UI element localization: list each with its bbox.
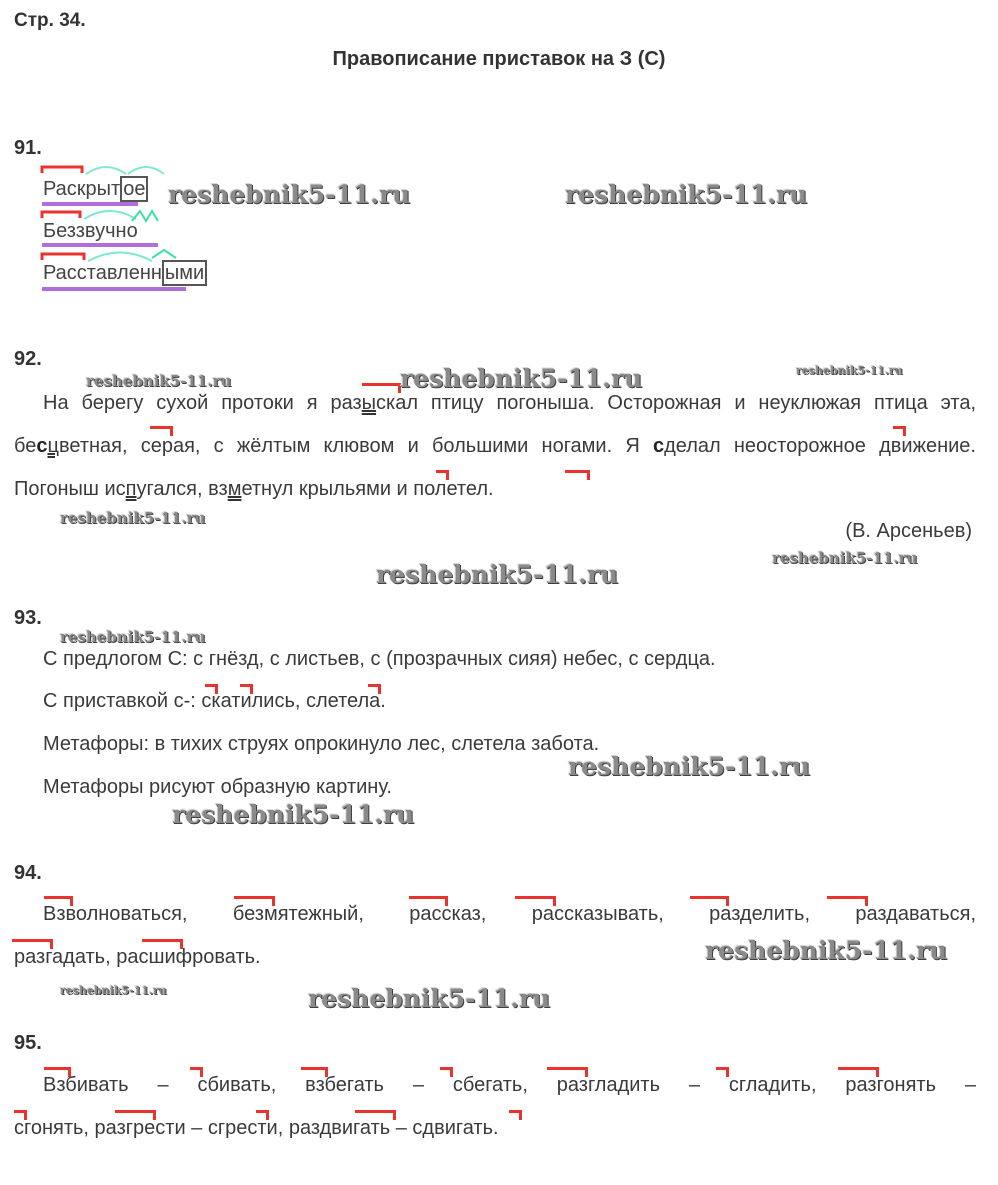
word-bezzvuchno: Беззвучно [43, 220, 138, 242]
watermark: reshebnik5-11.ru [565, 180, 808, 209]
word-stem: Расставленн [43, 262, 162, 284]
watermark: reshebnik5-11.ru [400, 364, 643, 393]
exercise-94-line: разгадать, расшифровать. [14, 946, 261, 968]
exercise-91-number: 91. [14, 137, 42, 159]
prefix: раз [330, 392, 362, 414]
word-rasstavlennymi [43, 262, 207, 285]
word-raskrytoe [43, 178, 148, 201]
prefix-letter: с [652, 435, 665, 457]
watermark: reshebnik5-11.ru [60, 509, 206, 527]
text-segment: етнул [241, 478, 294, 500]
watermark: reshebnik5-11.ru [376, 560, 619, 589]
watermark: reshebnik5-11.ru [86, 372, 232, 390]
text-segment: неосторожное движение. Погоныш и [14, 435, 976, 500]
text-segment: ветная [58, 435, 122, 457]
text-segment: скал [376, 392, 419, 414]
watermark: reshebnik5-11.ru [308, 984, 551, 1013]
text-segment: крыльями и полетел. [293, 478, 494, 500]
prefix-letter: с [36, 435, 48, 457]
text-segment: , серая, с жёлтым клювом и большими ногами. Я [121, 435, 653, 457]
watermark: reshebnik5-11.ru [60, 628, 206, 646]
underlined-letter: п [125, 478, 137, 500]
exercise-93-line: Метафоры: в тихих струях опрокинуло лес, слетела забота. [43, 733, 600, 755]
exercise-93-line: Метафоры рисуют образную картину. [43, 776, 392, 798]
underlined-letter: м [227, 478, 242, 500]
text-segment: угался [136, 478, 197, 500]
word-ending: ое [120, 176, 148, 202]
exercise-92-text [14, 382, 976, 511]
underlined-letter: ы [361, 392, 377, 414]
watermark: reshebnik5-11.ru [772, 549, 918, 567]
word-ending: ыми [162, 260, 207, 286]
text-segment: елал [675, 435, 721, 457]
watermark: reshebnik5-11.ru [705, 936, 948, 965]
exercise-95-number: 95. [14, 1032, 42, 1054]
page-title: Правописание приставок на З (С) [332, 48, 666, 70]
exercise-94-number: 94. [14, 862, 42, 884]
exercise-94-line: Взволноваться, безмятежный, рассказ, рассказывать, разделить, раздаваться, [43, 903, 976, 925]
underlined-letter: д [664, 435, 676, 457]
exercise-93-number: 93. [14, 607, 42, 629]
word-stem: Раскрыт [43, 178, 121, 200]
exercise-95-line: Взбивать – сбивать, взбегать – сбегать, разгладить – сгладить, разгонять – [43, 1074, 976, 1096]
exercise-93-line: С приставкой с-: скатились, слетела. [43, 690, 386, 712]
watermark: reshebnik5-11.ru [796, 364, 903, 377]
author-attribution: (В. Арсеньев) [845, 520, 972, 542]
exercise-92-number: 92. [14, 348, 42, 370]
underlined-letter: ц [47, 435, 59, 457]
text-segment: птицу погоныша. Осторожная и неуклюжая птица эта, бе [14, 392, 977, 457]
watermark: reshebnik5-11.ru [172, 800, 415, 829]
watermark: reshebnik5-11.ru [168, 180, 411, 209]
prefix-mark [509, 1110, 522, 1120]
watermark: reshebnik5-11.ru [568, 752, 811, 781]
text-segment: , вз [197, 478, 228, 500]
watermark: reshebnik5-11.ru [60, 984, 167, 997]
prefix-letter: с [115, 478, 126, 500]
exercise-93-line: С предлогом С: с гнёзд, с листьев, с (прозрачных сияя) небес, с сердца. [43, 648, 716, 670]
page-number: Стр. 34. [14, 10, 86, 31]
text-segment: На берегу сухой протоки я [43, 392, 331, 414]
exercise-95-line: сгонять, разгрести – сгрести, раздвигать – сдвигать. [14, 1117, 499, 1139]
